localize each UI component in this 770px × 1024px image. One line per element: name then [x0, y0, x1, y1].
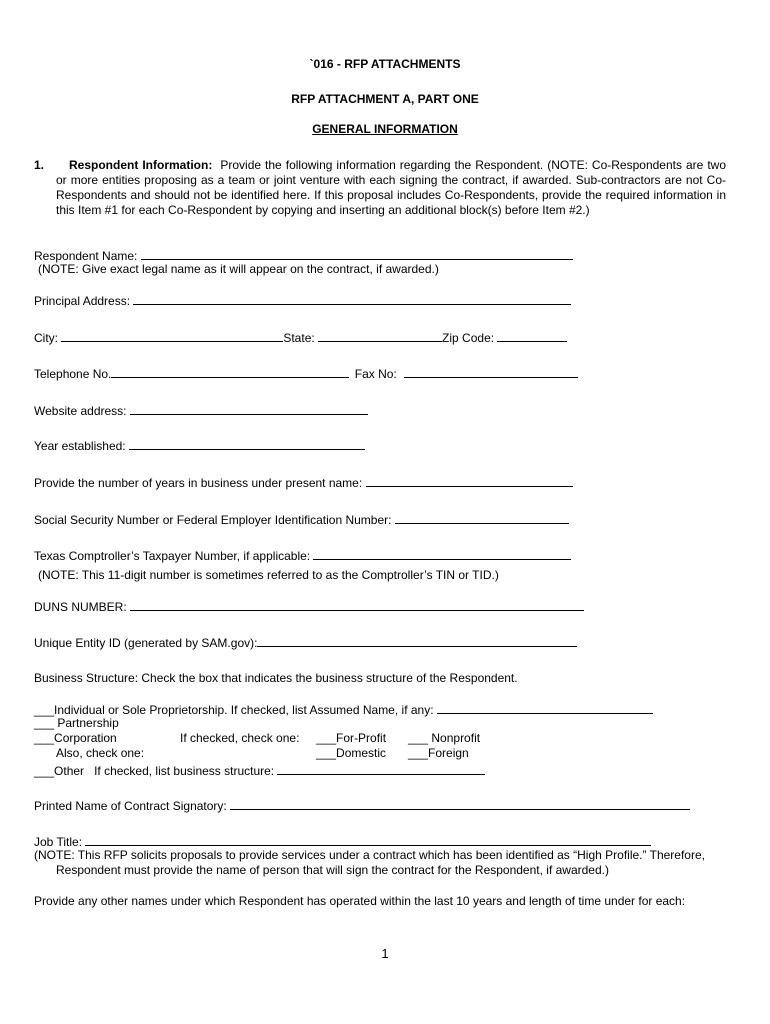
also-check-row — [34, 746, 734, 761]
duns-line[interactable] — [130, 598, 584, 611]
year-established-line[interactable] — [129, 437, 365, 450]
individual-checkbox[interactable]: ___ — [34, 703, 55, 717]
foreign-option — [408, 746, 469, 761]
website-row — [34, 402, 368, 419]
page-number: 1 — [381, 946, 389, 961]
for-profit-label: For-Profit — [336, 731, 387, 745]
respondent-name-line[interactable] — [141, 247, 573, 260]
other-structure-line[interactable] — [277, 762, 485, 775]
item-title: Respondent Information: — [69, 158, 213, 172]
other-label: Other — [54, 764, 85, 778]
texas-tin-row — [34, 547, 571, 564]
principal-address-line[interactable] — [133, 292, 571, 305]
principal-address-row — [34, 292, 571, 309]
state-label: State: — [283, 331, 315, 345]
year-established-row — [34, 437, 365, 454]
domestic-label: Domestic — [336, 746, 387, 760]
zip-label: Zip Code: — [442, 331, 495, 345]
partnership-label: Partnership — [57, 716, 119, 730]
years-in-business-line[interactable] — [366, 474, 573, 487]
nonprofit-label: Nonprofit — [431, 731, 481, 745]
ssn-fein-row — [34, 511, 569, 528]
option-partnership-row — [34, 716, 119, 731]
nonprofit-option — [408, 731, 480, 746]
telephone-fax-row — [34, 365, 578, 382]
for-profit-checkbox[interactable]: ___ — [316, 731, 337, 745]
foreign-label: Foreign — [428, 746, 469, 760]
state-line[interactable] — [318, 329, 442, 342]
high-profile-note-line1: (NOTE: This RFP solicits proposals to provide services under a contract which has been identified as “High Profile.” Therefore, — [34, 848, 705, 862]
corporation-checkbox[interactable]: ___ — [34, 731, 55, 745]
uei-label: Unique Entity ID (generated by SAM.gov): — [34, 636, 258, 650]
years-in-business-row — [34, 474, 573, 491]
item-number: 1. — [34, 158, 45, 172]
domestic-option — [316, 746, 386, 761]
domestic-checkbox[interactable]: ___ — [316, 746, 337, 760]
job-title-label: Job Title: — [34, 835, 83, 849]
job-title-line[interactable] — [85, 833, 651, 846]
other-text-label: If checked, list business structure: — [94, 764, 275, 778]
fax-label: Fax No: — [354, 367, 397, 381]
city-label: City: — [34, 331, 58, 345]
doc-number: `016 - RFP ATTACHMENTS — [309, 57, 461, 71]
principal-address-label: Principal Address: — [34, 294, 131, 308]
website-line[interactable] — [130, 402, 368, 415]
for-profit-option — [316, 731, 386, 746]
respondent-information-paragraph — [56, 158, 726, 218]
foreign-checkbox[interactable]: ___ — [408, 746, 429, 760]
uei-row — [34, 634, 577, 651]
texas-tin-line[interactable] — [313, 547, 571, 560]
business-structure-prompt: Business Structure: Check the box that indicates the business structure of the Respondent. — [34, 671, 518, 685]
attachment-title: RFP ATTACHMENT A, PART ONE — [291, 92, 479, 106]
nonprofit-checkbox[interactable]: ___ — [408, 731, 429, 745]
duns-label: DUNS NUMBER: — [34, 600, 127, 614]
printed-name-row — [34, 797, 690, 814]
printed-name-line[interactable] — [230, 797, 690, 810]
also-check-label: Also, check one: — [56, 746, 145, 760]
city-line[interactable] — [61, 329, 283, 342]
zip-line[interactable] — [497, 329, 567, 342]
respondent-name-note: (NOTE: Give exact legal name as it will appear on the contract, if awarded.) — [38, 262, 439, 276]
if-checked-one-label: If checked, check one: — [180, 731, 300, 745]
ssn-fein-line[interactable] — [395, 511, 569, 524]
uei-line[interactable] — [257, 634, 577, 647]
option-individual-row — [34, 701, 734, 718]
respondent-name-label: Respondent Name: — [34, 249, 138, 263]
telephone-line[interactable] — [111, 365, 349, 378]
high-profile-note-line2: Respondent must provide the name of person that will sign the contract for the Respondent, if awarded.) — [56, 863, 609, 877]
year-established-label: Year established: — [34, 439, 126, 453]
other-names-prompt: Provide any other names under which Respondent has operated within the last 10 years and length of time under for each: — [34, 894, 686, 908]
option-other-row — [34, 762, 485, 779]
corporation-label: Corporation — [54, 731, 117, 745]
years-in-business-label: Provide the number of years in business under present name: — [34, 476, 363, 490]
website-label: Website address: — [34, 404, 127, 418]
option-corporation-row — [34, 731, 734, 746]
partnership-checkbox[interactable]: ___ — [34, 716, 55, 730]
fax-line[interactable] — [404, 365, 578, 378]
ssn-fein-label: Social Security Number or Federal Employer Identification Number: — [34, 513, 392, 527]
printed-name-label: Printed Name of Contract Signatory: — [34, 799, 227, 813]
other-checkbox[interactable]: ___ — [34, 764, 55, 778]
texas-tin-label: Texas Comptroller’s Taxpayer Number, if applicable: — [34, 549, 311, 563]
section-title: GENERAL INFORMATION — [312, 122, 458, 136]
tin-note: (NOTE: This 11-digit number is sometimes referred to as the Comptroller’s TIN or TID.) — [38, 568, 499, 582]
item-text: Provide the following information regarding the Respondent. (NOTE: Co-Respondents are two or more entities proposing as a team or joint venture with each signing the contract, if awarded. Sub-contractors are not Co-Respondents and should not be identified here. If this proposal includes Co-Respondents, provide the required information in this Item #1 for each Co-Respondent by copying and inserting an additional block(s) before Item #2.) — [56, 158, 726, 217]
city-state-zip-row — [34, 329, 567, 346]
individual-label: Individual or Sole Proprietorship. If checked, list Assumed Name, if any: — [54, 703, 434, 717]
duns-row — [34, 598, 584, 615]
assumed-name-line[interactable] — [437, 701, 653, 714]
telephone-label: Telephone No. — [34, 367, 112, 381]
